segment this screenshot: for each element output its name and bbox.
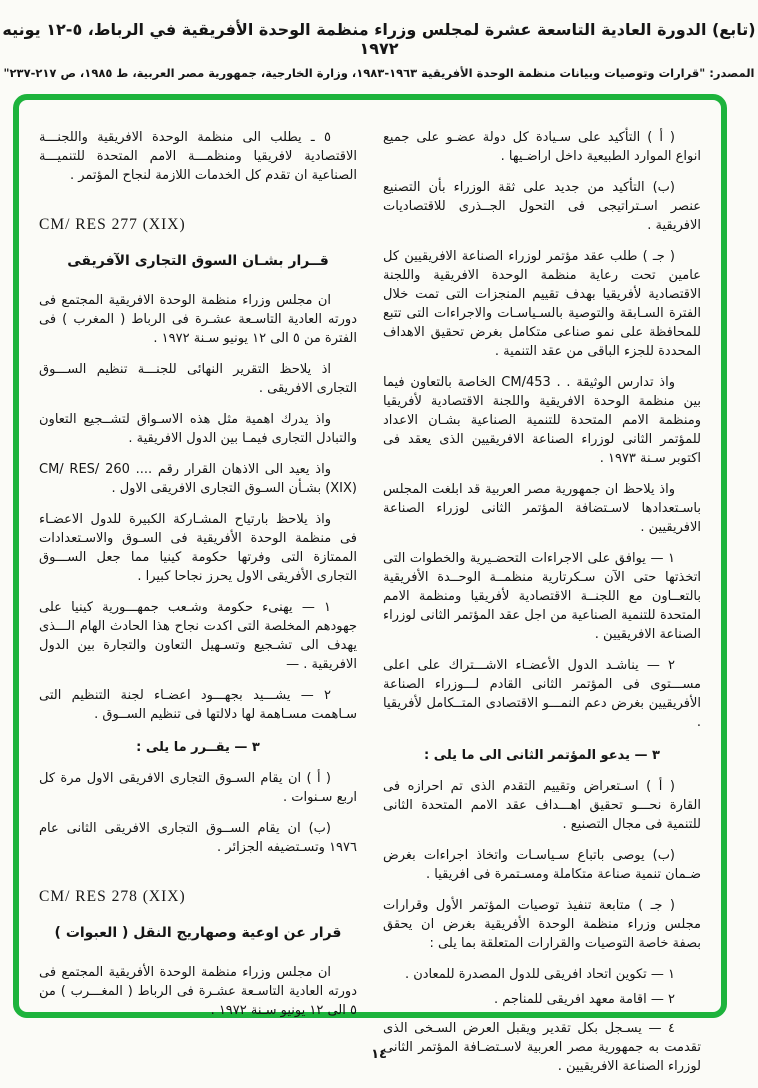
operative-1-approves: ١ — يوافق على الاجراءات التحضـيرية والخطوات التى اتخذتها حتى الآن سـكرتارية منظمــة الوحــدة الأفريقية بالتعــاون مع اللجنــة الاقتصادية لأفريقيا ومنظمة الامم المتحدة للتنمية الصناعية من اجل عقد المؤتمر الثانى لوزراء الصناعة الافريقيين . xyxy=(383,551,701,642)
preamble-final-report: اذ يلاحظ التقرير النهائى للجنـــة تنظيم الســـوق التجارى الافريقى . xyxy=(39,362,357,396)
column-right xyxy=(383,128,701,1088)
preamble-importance-markets: واذ يدرك اهمية مثل هذه الاسـواق لتشــجيع التعاون والتبادل التجارى فيمـا بين الدول الافريقية . xyxy=(39,412,357,446)
operative-3-decides-heading: ٣ — يقــرر ما يلى : xyxy=(136,740,260,755)
council-session-intro-2: ان مجلس وزراء منظمة الوحدة الأفريقية المجتمع فى دورته العادية التاسـعة عشـرة فى الرباط ( المغـــرب ) من ٥ الى ١٢ يونيو سـنة ١٩٧٢ . xyxy=(39,965,357,1018)
clause-b: (ب) التأكيد من جديد على ثقة الوزراء بأن التصنيع عنصر اسـتراتيجى فى التحول الجــذرى للاقتصاديات الافريقية . xyxy=(383,180,701,233)
invite-item-a: ( أ ) اسـتعراض وتقييم التقدم الذى تم احرازه فى القارة نحـــو تحقيق اهـــداف عقد الامم المتحدة الثانى للتنمية فى مجال التصنيع . xyxy=(383,779,701,832)
preamble-egypt-offer: واذ يلاحظ ان جمهورية مصر العربية قد ابلغت المجلس باسـتعدادها لاسـتضافة المؤتمر الثانى لوزراء الصناعة الافريقيين . xyxy=(383,482,701,535)
clause-c: ( جـ ) طلب عقد مؤتمر لوزراء الصناعة الافريقيين كل عامين تحت رعاية منظمة الوحدة الافريقية واللجنة الاقتصادية لأفريقيا بهدف تقييم المنجزات التى تمت خلال الفترة السـابقة والتوصية بالسـياسـات والاجراءات التى تتبع للمحافظة على نمو صناعى متكامل بغرض تحقيق الاهداف المحددة للجزء الباقى من عقد التنمية . xyxy=(383,249,701,359)
operative-2-commends-committee: ٢ — يشـــيد بجهـــود اعضـاء لجنة التنظيم التى سـاهمت مسـاهمة لها دلالتها فى تنظيم الســوق . xyxy=(39,688,357,722)
operative-5-requests: ٥ ـ يطلب الى منظمة الوحدة الافريقية واللجنـــة الاقتصادية لافريقيا ومنظمـــة الامم المتحدة للتنميـــة الصناعية ان تقدم كل الخدمات اللازمة لنجاح المؤتمر . xyxy=(39,130,357,183)
operative-1-congratulates-kenya: ١ — يهنىء حكومة وشـعب جمهـــورية كينيا على جهودهم المخلصة التى اكدت نجاح هذا الحادث الهام الـــذى يهدف الى تشـجيع وتسـهيل التعاون والتجارة بين الدول الافريقية . — xyxy=(39,600,357,672)
resolution-title-transport-containers: قرار عن اوعية وصهاريج النقل ( العبوات ) xyxy=(54,925,342,941)
two-column-text xyxy=(39,128,701,1088)
invite-item-c: ( جـ ) متابعة تنفيذ توصيات المؤتمر الأول وقرارات مجلس وزراء منظمة الوحدة الأفريقية بغرض ان يحقق بصفة خاصة التوصيات والقرارات المتعلقة بما يلى : xyxy=(383,898,701,951)
sub-item-2-mining-institute: ٢ — اقامة معهد افريقى للمناجم . xyxy=(493,992,675,1007)
preamble-kenya-participation: واذ يلاحظ بارتياح المشـاركة الكبيرة للدول الاعضـاء فى منظمة الوحدة الأفريقية فى السـوق والاسـتعدادات الممتازة التى وفرتها حكومة كينيا مما جعل الســـوق التجارى الأفريقى الاول يحرز نجاحا كبيرا . xyxy=(39,512,357,584)
operative-3-invites-heading: ٣ — يدعو المؤتمر الثانى الى ما يلى : xyxy=(424,748,660,763)
decision-b-second-fair-1976: (ب) ان يقام الســوق التجارى الافريقى الثانى عام ١٩٧٦ وتسـتضيفه الجزائر . xyxy=(39,821,357,855)
resolution-code-cm-res-277: CM/ RES 277 (XIX) xyxy=(39,216,186,233)
source-citation: المصدر: "قرارات وتوصيات وبيانات منظمة الوحدة الأفريقية ١٩٦٣-١٩٨٣، وزارة الخارجية، جمهورية مصر العربية، ط ١٩٨٥، ص ٢١٧-٢٣٧" xyxy=(3,66,755,80)
invite-item-b: (ب) يوصى باتباع سـياسـات واتخاذ اجراءات بغرض ضـمان تنمية صناعة متكاملة ومسـتمرة فى افريقيا . xyxy=(383,848,701,882)
clause-a: ( أ ) التأكيد على سـيادة كل دولة عضـو على جميع انواع الموارد الطبيعية داخل اراضـيها . xyxy=(383,130,701,164)
operative-4-records: ٤ — يسـجل بكل تقدير ويقبل العرض السـخى الذى تقدمت به جمهورية مصر العربية لاسـتضـافة المؤتمر الثانى لوزراء الصناعة الافريقيين . xyxy=(383,1021,701,1074)
resolution-title-trade-fair: قــرار بشـان السوق التجارى الآفريقى xyxy=(67,253,329,269)
council-session-intro: ان مجلس وزراء منظمة الوحدة الافريقية المجتمع فى دورته العادية التاسـعة عشـرة فى الرباط ( المغرب ) فى الفترة من ٥ الى ١٢ يونيو سـنة ١٩٧٢ . xyxy=(39,293,357,346)
sub-item-1-minerals-union: ١ — تكوين اتحاد افريقى للدول المصدرة للمعادن . xyxy=(404,967,675,982)
page-header xyxy=(0,0,758,80)
operative-2-appeals: ٢ — يناشـد الدول الأعضـاء الاشـــتراك على اعلى مســـتوى فى المؤتمر الثانى القادم لـــوزراء الصناعة الأفريقيين بغرض دعم النمـــو الاقتصادى المتــكامل لأفريقيا . xyxy=(383,658,701,730)
preamble-recalls-cm-res-260: واذ يعيد الى الاذهان القرار رقم CM/ RES/ 260 .... (XIX) بشـأن السـوق التجارى الافريقى الاول . xyxy=(39,462,357,496)
page-number: ١٤ xyxy=(371,1047,387,1062)
decision-a-every-four-years: ( أ ) ان يقام السـوق التجارى الافريقى الاول مرة كل اربع سـنوات . xyxy=(39,771,357,805)
column-left xyxy=(39,128,357,1088)
session-title: (تابع) الدورة العادية التاسعة عشرة لمجلس وزراء منظمة الوحدة الأفريقية في الرباط، ٥-١٢ يونيه ١٩٧٢ xyxy=(2,20,756,58)
preamble-document-cm453: واذ تدارس الوثيقة . . CM/453 الخاصة بالتعاون فيما بين منظمة الوحدة الافريقية واللجنة الاقتصادية لأفريقيا ومنظمة الامم المتحدة للتنمية الصناعية بشـان الاعداد للمؤتمر الثانى لوزراء الصناعة الافريقيين الذى يعقد فى اكتوبر سـنة ١٩٧٣ . xyxy=(383,375,701,466)
resolution-code-cm-res-278: CM/ RES 278 (XIX) xyxy=(39,888,186,905)
